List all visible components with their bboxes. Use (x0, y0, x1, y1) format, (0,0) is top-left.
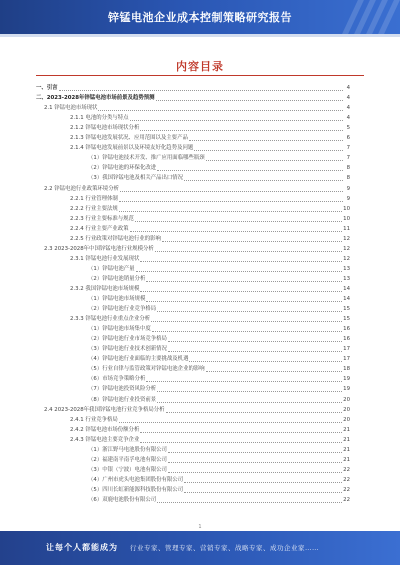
toc-entry-page: 20 (343, 416, 350, 423)
toc-leader-dots (157, 501, 342, 503)
toc-entry[interactable] (36, 384, 350, 394)
header-decoration (340, 0, 400, 34)
toc-entry-page: 10 (343, 205, 350, 212)
toc-entry-page: 9 (346, 185, 350, 192)
toc-entry-label: （2）锌锰电池行业竞争格局 (88, 306, 157, 313)
toc-entry-page: 8 (346, 165, 350, 172)
toc-entry-page: 8 (346, 175, 350, 182)
toc-entry-label: （4）广州市虎头电池集团股份有限公司 (88, 476, 184, 483)
toc-entry[interactable] (36, 93, 350, 103)
toc-leader-dots (119, 200, 343, 202)
toc-entry-label: 2.4 2023-2028年我国锌锰电池行业竞争格局分析 (44, 406, 165, 413)
toc-entry[interactable] (36, 455, 350, 465)
toc-leader-dots (140, 290, 342, 292)
toc-entry-label: 2.2.4 行业主要产业政策 (70, 225, 129, 232)
toc-leader-dots (157, 390, 342, 392)
toc-entry-label: 2.3.2 我国锌锰电池市场规模 (70, 285, 140, 292)
toc-entry-page: 19 (343, 386, 350, 393)
toc-leader-dots (162, 240, 342, 242)
toc-entry-label: 一、引言 (36, 85, 58, 92)
toc-entry-label: 2.2 锌锰电池行业政策环境分析 (44, 185, 119, 192)
toc-entry-page: 16 (343, 336, 350, 343)
toc-entry[interactable] (36, 83, 350, 93)
toc-entry-label: 2.4.1 行业竞争格局 (70, 416, 118, 423)
toc-entry-label: 2.3.3 锌锰电池行业重点企业分析 (70, 316, 151, 323)
toc-entry[interactable] (36, 204, 350, 214)
toc-entry-label: （5）四川长虹新能源科技股份有限公司 (88, 486, 184, 493)
toc-leader-dots (157, 401, 342, 403)
toc-entry-page: 10 (343, 215, 350, 222)
toc-entry[interactable] (36, 254, 350, 264)
toc-entry-page: 4 (346, 115, 350, 122)
toc-leader-dots (184, 491, 342, 493)
toc-entry-label: 二、2023-2028年锌锰电池市场前景及趋势预测 (36, 95, 155, 102)
toc-entry[interactable] (36, 314, 350, 324)
toc-entry-label: 2.4.2 锌锰电池市场份额分析 (70, 426, 140, 433)
toc-entry-page: 7 (346, 155, 350, 162)
header-banner (0, 0, 400, 34)
toc-leader-dots (194, 149, 343, 151)
toc-entry-label: （3）我国锌锰电池及相关产品出口情况 (88, 175, 184, 182)
toc-entry[interactable] (36, 274, 350, 284)
toc-leader-dots (156, 99, 344, 101)
toc-entry-label: （2）锌锰电池的环保化改进 (88, 165, 157, 172)
toc-entry-page: 4 (346, 85, 350, 92)
toc-entry-page: 13 (343, 275, 350, 282)
toc-entry-page: 12 (343, 245, 350, 252)
toc-entry[interactable] (36, 194, 350, 204)
toc-entry-page: 18 (343, 366, 350, 373)
toc-entry-page: 21 (343, 426, 350, 433)
toc-leader-dots (59, 89, 343, 91)
toc-entry[interactable] (36, 415, 350, 425)
toc-entry[interactable] (36, 234, 350, 244)
footer-slogan: 让每个人都能成为 (46, 543, 118, 552)
toc-entry-label: 2.2.1 行业管理体制 (70, 195, 118, 202)
toc-entry-label: （2）锌锰电池销量分析 (88, 275, 146, 282)
toc-entry-label: 2.1 锌锰电池市场现状 (44, 105, 98, 112)
toc-entry-label: （6）双鹿电池股份有限公司 (88, 496, 157, 503)
toc-leader-dots (140, 260, 342, 262)
toc-leader-dots (189, 139, 343, 141)
toc-entry-label: （1）锌锰电池市场规模 (88, 296, 146, 303)
toc-entry-label: （1）锌锰电池技术开发、推广应用面临哪些瓶颈 (88, 155, 205, 162)
toc-entry-page: 4 (346, 105, 350, 112)
toc-leader-dots (146, 380, 342, 382)
toc-entry-page: 19 (343, 376, 350, 383)
toc-entry-label: 2.1.2 锌锰电池市场现状分析 (70, 125, 140, 132)
toc-entry[interactable] (36, 294, 350, 304)
toc-entry[interactable] (36, 425, 350, 435)
toc-leader-dots (184, 179, 343, 181)
toc-leader-dots (151, 320, 342, 322)
toc-entry[interactable] (36, 475, 350, 485)
toc-entry[interactable] (36, 284, 350, 294)
toc-entry[interactable] (36, 374, 350, 384)
header-underline (0, 34, 400, 37)
toc-entry-page: 21 (343, 446, 350, 453)
toc-leader-dots (135, 220, 342, 222)
toc-entry-page: 17 (343, 356, 350, 363)
toc-entry[interactable] (36, 264, 350, 274)
toc-entry[interactable] (36, 334, 350, 344)
toc-entry[interactable] (36, 394, 350, 404)
toc-leader-dots (206, 370, 343, 372)
toc-entry-page: 22 (343, 496, 350, 503)
toc-entry[interactable] (36, 163, 350, 173)
toc-entry-page: 22 (343, 466, 350, 473)
toc-entry-label: （4）锌锰电池行业面临的主要挑战及机遇 (88, 356, 189, 363)
toc-entry[interactable] (36, 224, 350, 234)
footer-banner (0, 531, 400, 565)
toc-entry-page: 16 (343, 326, 350, 333)
toc-entry-page: 11 (343, 225, 350, 232)
toc-entry[interactable] (36, 344, 350, 354)
toc-entry-label: 2.1.4 锌锰电池发展前景以及环境友好化趋势及问题 (70, 145, 194, 152)
toc-entry[interactable] (36, 354, 350, 364)
toc-entry[interactable] (36, 173, 350, 183)
toc-entry[interactable] (36, 485, 350, 495)
toc-entry[interactable] (36, 324, 350, 334)
toc-leader-dots (168, 350, 342, 352)
report-title: 锌锰电池企业成本控制策略研究报告 (108, 11, 292, 24)
toc-entry-label: （3）锌锰电池行业技术创新情况 (88, 346, 167, 353)
toc-leader-dots (146, 280, 342, 282)
toc-entry[interactable] (36, 465, 350, 475)
toc-entry[interactable] (36, 143, 350, 153)
toc-leader-dots (168, 451, 342, 453)
toc-leader-dots (189, 360, 342, 362)
toc-leader-dots (140, 129, 343, 131)
toc-entry-page: 14 (343, 296, 350, 303)
toc-entry[interactable] (36, 445, 350, 455)
toc-entry-page: 14 (343, 285, 350, 292)
toc-entry-page: 6 (346, 135, 350, 142)
toc-leader-dots (130, 119, 343, 121)
toc-entry-page: 22 (343, 486, 350, 493)
toc-entry-label: 2.2.5 行业政策对锌锰电池行业的影响 (70, 235, 161, 242)
toc-entry-page: 7 (346, 145, 350, 152)
toc-leader-dots (140, 441, 342, 443)
toc-leader-dots (168, 461, 342, 463)
toc-entry-label: 2.4.3 锌锰电池主要竞争企业 (70, 436, 140, 443)
toc-entry-label: （2）锌锰电池行业市场竞争格局 (88, 336, 167, 343)
toc-entry-label: （1）锌锰电池产量 (88, 265, 135, 272)
toc-title: 内容目录 (176, 60, 224, 73)
toc-entry-page: 5 (346, 125, 350, 132)
toc-entry-label: （1）浙江野马电池股份有限公司 (88, 446, 167, 453)
toc-entry-label: （1）锌锰电池市场集中度 (88, 326, 151, 333)
toc-entry-label: （8）锌锰电池行业投资前景 (88, 396, 157, 403)
toc-entry[interactable] (36, 435, 350, 445)
toc-entry-label: （5）行业自律与监管政策对锌锰电池企业的影响 (88, 366, 205, 373)
toc-entry[interactable] (36, 304, 350, 314)
toc-leader-dots (136, 270, 343, 272)
toc-entry-page: 13 (343, 265, 350, 272)
toc-leader-dots (120, 190, 343, 192)
toc-entry-page: 12 (343, 235, 350, 242)
toc-leader-dots (168, 471, 342, 473)
toc-entry-page: 20 (343, 396, 350, 403)
toc-leader-dots (155, 250, 342, 252)
toc-leader-dots (130, 230, 343, 232)
toc-entry[interactable] (36, 133, 350, 143)
toc-entry-label: （2）福建南平南孚电池有限公司 (88, 456, 167, 463)
toc-entry[interactable] (36, 103, 350, 113)
toc-entry[interactable] (36, 123, 350, 133)
toc-divider (36, 75, 364, 76)
toc-entry-page: 12 (343, 255, 350, 262)
toc-entry-page: 4 (346, 95, 350, 102)
toc-entry-page: 17 (343, 346, 350, 353)
toc-leader-dots (157, 169, 343, 171)
toc-leader-dots (98, 109, 343, 111)
toc-entry[interactable] (36, 495, 350, 505)
toc-entry[interactable] (36, 405, 350, 415)
toc-entry-label: 2.1.1 电池的分类与特点 (70, 115, 129, 122)
footer-tagline: 行业专家、管理专家、营销专家、战略专家、成功企业家…… (130, 544, 319, 552)
toc-entry-page: 9 (346, 195, 350, 202)
toc-leader-dots (140, 431, 342, 433)
toc-entry-label: 2.3.1 锌锰电池行业发展现状 (70, 255, 140, 262)
toc-entry[interactable] (36, 214, 350, 224)
toc-entry[interactable] (36, 183, 350, 193)
toc-leader-dots (119, 421, 342, 423)
toc-entry-label: 2.2.2 行业主要法规 (70, 205, 118, 212)
toc-entry[interactable] (36, 244, 350, 254)
toc-entry-label: 2.2.3 行业主要标准与规范 (70, 215, 134, 222)
toc-leader-dots (157, 310, 342, 312)
toc-entry-label: （6）市场竞争策略分析 (88, 376, 146, 383)
toc-leader-dots (146, 300, 342, 302)
toc-entry[interactable] (36, 364, 350, 374)
toc-entry-page: 15 (343, 306, 350, 313)
toc-leader-dots (168, 340, 342, 342)
table-of-contents (36, 83, 350, 505)
toc-entry-label: （3）中银（宁波）电池有限公司 (88, 466, 167, 473)
toc-entry-label: 2.1.3 锌锰电池发展状况、应用范围以及主要产品 (70, 135, 188, 142)
toc-leader-dots (206, 159, 343, 161)
toc-entry-page: 15 (343, 316, 350, 323)
toc-entry-page: 21 (343, 456, 350, 463)
toc-entry-label: 2.3 2023-2028年中国锌锰电池行业规模分析 (44, 245, 154, 252)
toc-entry[interactable] (36, 113, 350, 123)
toc-entry-page: 22 (343, 476, 350, 483)
toc-leader-dots (119, 210, 342, 212)
toc-entry-page: 20 (343, 406, 350, 413)
toc-leader-dots (166, 411, 343, 413)
toc-entry[interactable] (36, 153, 350, 163)
toc-leader-dots (184, 481, 342, 483)
toc-leader-dots (152, 330, 342, 332)
toc-entry-page: 21 (343, 436, 350, 443)
toc-entry-label: （7）锌锰电池投资风险分析 (88, 386, 157, 393)
page-number: 1 (198, 524, 202, 530)
